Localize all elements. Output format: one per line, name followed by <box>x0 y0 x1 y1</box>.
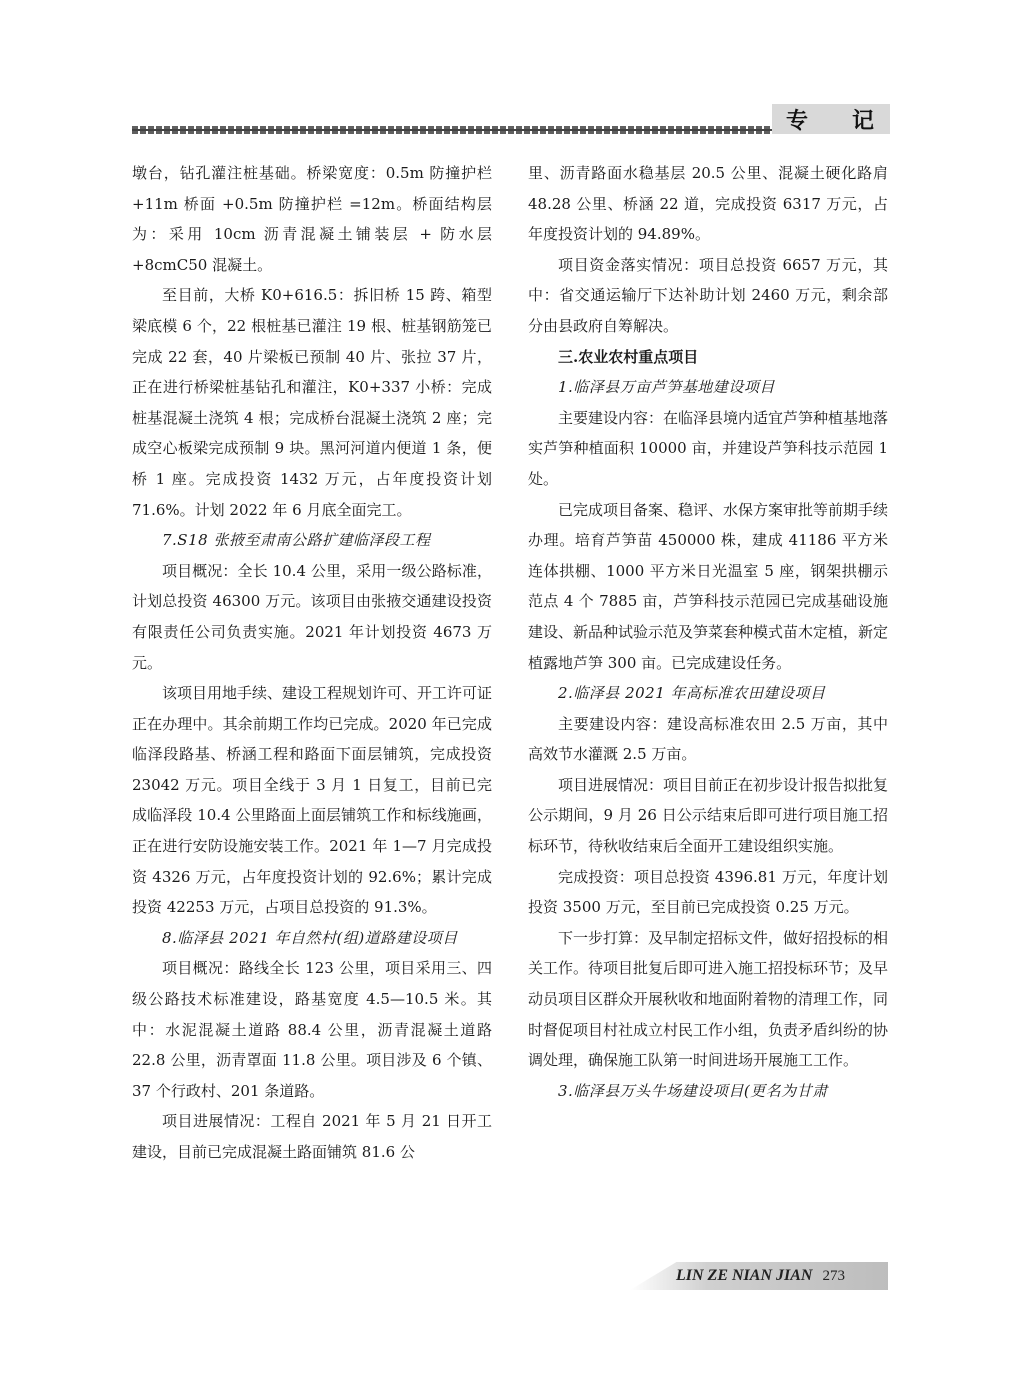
paragraph: 项目概况：全长 10.4 公里，采用一级公路标准，计划总投资 46300 万元。该项目由张掖交通建设投资有限责任公司负责实施。2021 年计划投资 4673 万元。 <box>132 561 492 672</box>
paragraph: 完成投资：项目总投资 4396.81 万元，年度计划投资 3500 万元，至目前已完成投资 0.25 万元。 <box>528 867 888 917</box>
paragraph-continuation: 墩台，钻孔灌注桩基础。桥梁宽度：0.5m 防撞护栏 +11m 桥面 +0.5m 防撞护栏 =12m。桥面结构层为：采用 10cm 沥青混凝土铺装层 + 防水层 +8cmC50 混凝土。 <box>132 164 492 274</box>
paragraph: 下一步打算：及早制定招标文件，做好招投标的相关工作。待项目批复后即可进入施工招投标环节；及早动员项目区群众开展秋收和地面附着物的清理工作，同时督促项目村社成立村民工作小组，负责矛盾纠纷的协调处理，确保施工队第一时间进场开展施工工作。 <box>528 928 889 1070</box>
paragraph: 项目概况：路线全长 123 公里，项目采用三、四级公路技术标准建设，路基宽度 4.5—10.5 米。其中：水泥混凝土道路 88.4 公里，沥青混凝土道路 22.8 公里，沥青罩面 11.8 公里。项目涉及 6 个镇、37 个行政村、201 条道路。 <box>132 959 492 1100</box>
paragraph: 主要建设内容：在临泽县境内适宜芦笋种植基地落实芦笋种植面积 10000 亩，并建设芦笋科技示范园 1 处。 <box>528 408 889 488</box>
paragraph: 已完成项目备案、稳评、水保方案审批等前期手续办理。培育芦笋苗 450000 株，建成 41186 平方米连体拱棚、1000 平方米日光温室 5 座，钢架拱棚示范点 4 个 7885 亩，芦笋科技示范园已完成基础设施建设、新品种试验示范及笋菜套种模式苗木定植，新定植露地芦笋 300 亩。已完成建设任务。 <box>528 500 889 672</box>
page-number: 273 <box>822 1267 845 1284</box>
journal-name: LIN ZE NIAN JIAN <box>676 1267 813 1284</box>
subsection-heading: 3.临泽县万头牛场建设项目(更名为甘肃 <box>558 1081 828 1100</box>
paragraph-continuation: 里、沥青路面水稳基层 20.5 公里、混凝土硬化路肩 48.28 公里、桥涵 22 道，完成投资 6317 万元，占年度投资计划的 94.89%。 <box>528 164 888 244</box>
section-label-char-2: 记 <box>851 107 876 134</box>
paragraph: 项目进展情况：项目目前正在初步设计报告拟批复公示期间，9 月 26 日公示结束后即可进行项目施工招标环节，待秋收结束后全面开工建设组织实施。 <box>528 775 889 856</box>
section-tab <box>772 104 890 134</box>
left-text-column <box>132 158 492 1168</box>
right-text-column <box>528 158 888 1106</box>
paragraph: 主要建设内容：建设高标准农田 2.5 万亩，其中高效节水灌溉 2.5 万亩。 <box>528 714 888 764</box>
subsection-heading: 7.S18 张掖至肃南公路扩建临泽段工程 <box>162 531 431 550</box>
section-label-char-1: 专 <box>786 107 811 134</box>
section-heading: 三.农业农村重点项目 <box>558 347 699 366</box>
paragraph: 该项目用地手续、建设工程规划许可、开工许可证正在办理中。其余前期工作均已完成。2020 年已完成临泽段路基、桥涵工程和路面下面层铺筑，完成投资 23042 万元。项目全线于 3 月 1 日复工，目前已完成临泽段 10.4 公里路面上面层铺筑工作和标线施画，正在进行安防设施安装工作。2021 年 1—7 月完成投资 4326 万元，占年度投资计划的 92.6%；累计完成投资 42253 万元，占项目总投资的 91.3%。 <box>132 684 493 917</box>
paragraph: 项目资金落实情况：项目总投资 6657 万元，其中：省交通运输厅下达补助计划 2460 万元，剩余部分由县政府自筹解决。 <box>528 255 888 335</box>
footer <box>676 1264 845 1288</box>
paragraph: 项目进展情况：工程自 2021 年 5 月 21 日开工建设，目前已完成混凝土路面铺筑 81.6 公 <box>132 1112 492 1161</box>
header-decorative-rule <box>132 126 772 134</box>
subsection-heading: 1.临泽县万亩芦笋基地建设项目 <box>558 378 775 397</box>
subsection-heading: 8.临泽县 2021 年自然村(组)道路建设项目 <box>162 928 458 947</box>
subsection-heading: 2.临泽县 2021 年高标准农田建设项目 <box>558 684 826 703</box>
paragraph: 至目前，大桥 K0+616.5：拆旧桥 15 跨、箱型梁底模 6 个，22 根桩基已灌注 19 根、桩基钢筋笼已完成 22 套，40 片梁板已预制 40 片、张拉 37 片，正在进行桥梁桩基钻孔和灌注，K0+337 小桥：完成桩基混凝土浇筑 4 根；完成桥台混凝土浇筑 2 座；完成空心板梁完成预制 9 块。黑河河道内便道 1 条，便桥 1 座。完成投资 1432 万元，占年度投资计划 71.6%。计划 2022 年 6 月底全面完工。 <box>132 286 492 519</box>
